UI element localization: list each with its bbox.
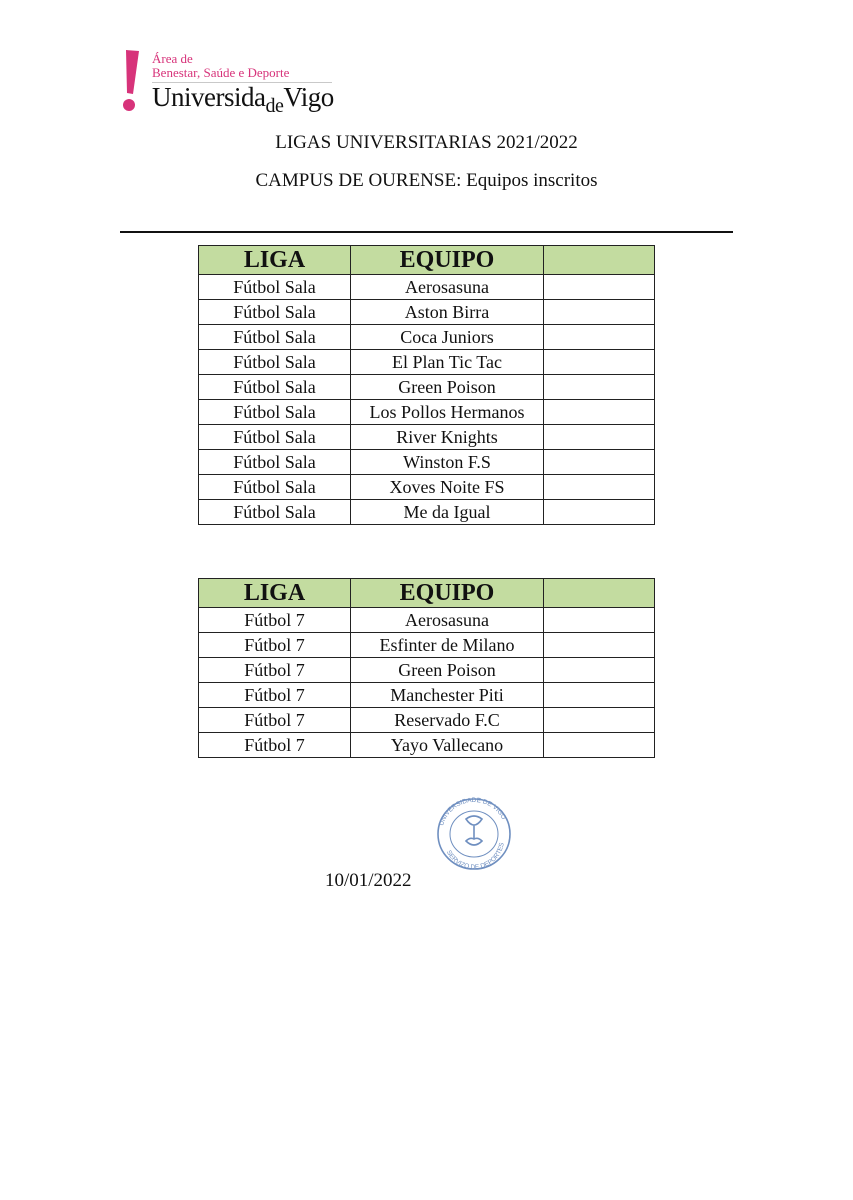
svg-text:UNIVERSIDADE DE VIGO: UNIVERSIDADE DE VIGO [438,797,508,827]
liga-cell: Fútbol Sala [199,300,351,325]
liga-cell: Fútbol 7 [199,683,351,708]
blank-cell [544,608,655,633]
liga-cell: Fútbol 7 [199,733,351,758]
liga-cell: Fútbol 7 [199,608,351,633]
table-row [199,708,655,733]
logo-area-line-1: Área de [152,51,193,66]
blank-cell [544,275,655,300]
blank-cell [544,425,655,450]
equipo-cell: River Knights [351,425,544,450]
equipo-cell: Winston F.S [351,450,544,475]
blank-cell [544,375,655,400]
equipo-cell: Aerosasuna [351,275,544,300]
equipo-cell: Coca Juniors [351,325,544,350]
header-blank [544,246,655,275]
table-row [199,475,655,500]
blank-cell [544,475,655,500]
liga-cell: Fútbol Sala [199,375,351,400]
table-row [199,400,655,425]
blank-cell [544,633,655,658]
logo-uni-main: Universida [152,82,266,112]
university-seal-stamp-icon [432,797,516,871]
equipo-cell: Esfinter de Milano [351,633,544,658]
blank-cell [544,658,655,683]
blank-cell [544,325,655,350]
futbol-7-table [198,578,655,758]
header-equipo: EQUIPO [351,246,544,275]
table-row [199,450,655,475]
futbol-sala-table [198,245,655,525]
liga-cell: Fútbol Sala [199,325,351,350]
logo-university-name [152,82,334,115]
table-row [199,425,655,450]
table-row [199,275,655,300]
blank-cell [544,500,655,525]
header-divider [120,231,733,233]
header-liga: LIGA [199,246,351,275]
table-row [199,325,655,350]
table-row [199,350,655,375]
blank-cell [544,683,655,708]
page-subtitle: CAMPUS DE OURENSE: Equipos inscritos [255,170,598,191]
equipo-cell: Manchester Piti [351,683,544,708]
header-liga: LIGA [199,579,351,608]
page-title: LIGAS UNIVERSITARIAS 2021/2022 [275,132,578,153]
equipo-cell: Aerosasuna [351,608,544,633]
blank-cell [544,350,655,375]
table-row [199,300,655,325]
equipo-cell: Green Poison [351,658,544,683]
blank-cell [544,300,655,325]
blank-cell [544,400,655,425]
blank-cell [544,450,655,475]
exclamation-logo-icon [121,50,139,112]
table-row [199,658,655,683]
liga-cell: Fútbol 7 [199,658,351,683]
svg-text:SERVIZO DE DEPORTES: SERVIZO DE DEPORTES [445,842,506,871]
table-header-row [199,246,655,275]
table-row [199,500,655,525]
table-row [199,683,655,708]
equipo-cell: Xoves Noite FS [351,475,544,500]
table-header-row [199,579,655,608]
table-row [199,608,655,633]
header-blank [544,579,655,608]
liga-cell: Fútbol Sala [199,275,351,300]
equipo-cell: Los Pollos Hermanos [351,400,544,425]
liga-cell: Fútbol Sala [199,500,351,525]
equipo-cell: Aston Birra [351,300,544,325]
logo-uni-de: de [265,95,284,117]
equipo-cell: El Plan Tic Tac [351,350,544,375]
equipo-cell: Yayo Vallecano [351,733,544,758]
logo-uni-end: Vigo [283,82,334,112]
liga-cell: Fútbol 7 [199,633,351,658]
liga-cell: Fútbol Sala [199,450,351,475]
liga-cell: Fútbol Sala [199,350,351,375]
blank-cell [544,733,655,758]
table-row [199,733,655,758]
table-row [199,633,655,658]
liga-cell: Fútbol Sala [199,425,351,450]
liga-cell: Fútbol Sala [199,400,351,425]
equipo-cell: Reservado F.C [351,708,544,733]
table-row [199,375,655,400]
header-equipo: EQUIPO [351,579,544,608]
document-date: 10/01/2022 [325,870,412,891]
equipo-cell: Green Poison [351,375,544,400]
logo-area-line-2: Benestar, Saúde e Deporte [152,65,290,80]
equipo-cell: Me da Igual [351,500,544,525]
blank-cell [544,708,655,733]
liga-cell: Fútbol Sala [199,475,351,500]
liga-cell: Fútbol 7 [199,708,351,733]
university-logo [116,48,346,117]
